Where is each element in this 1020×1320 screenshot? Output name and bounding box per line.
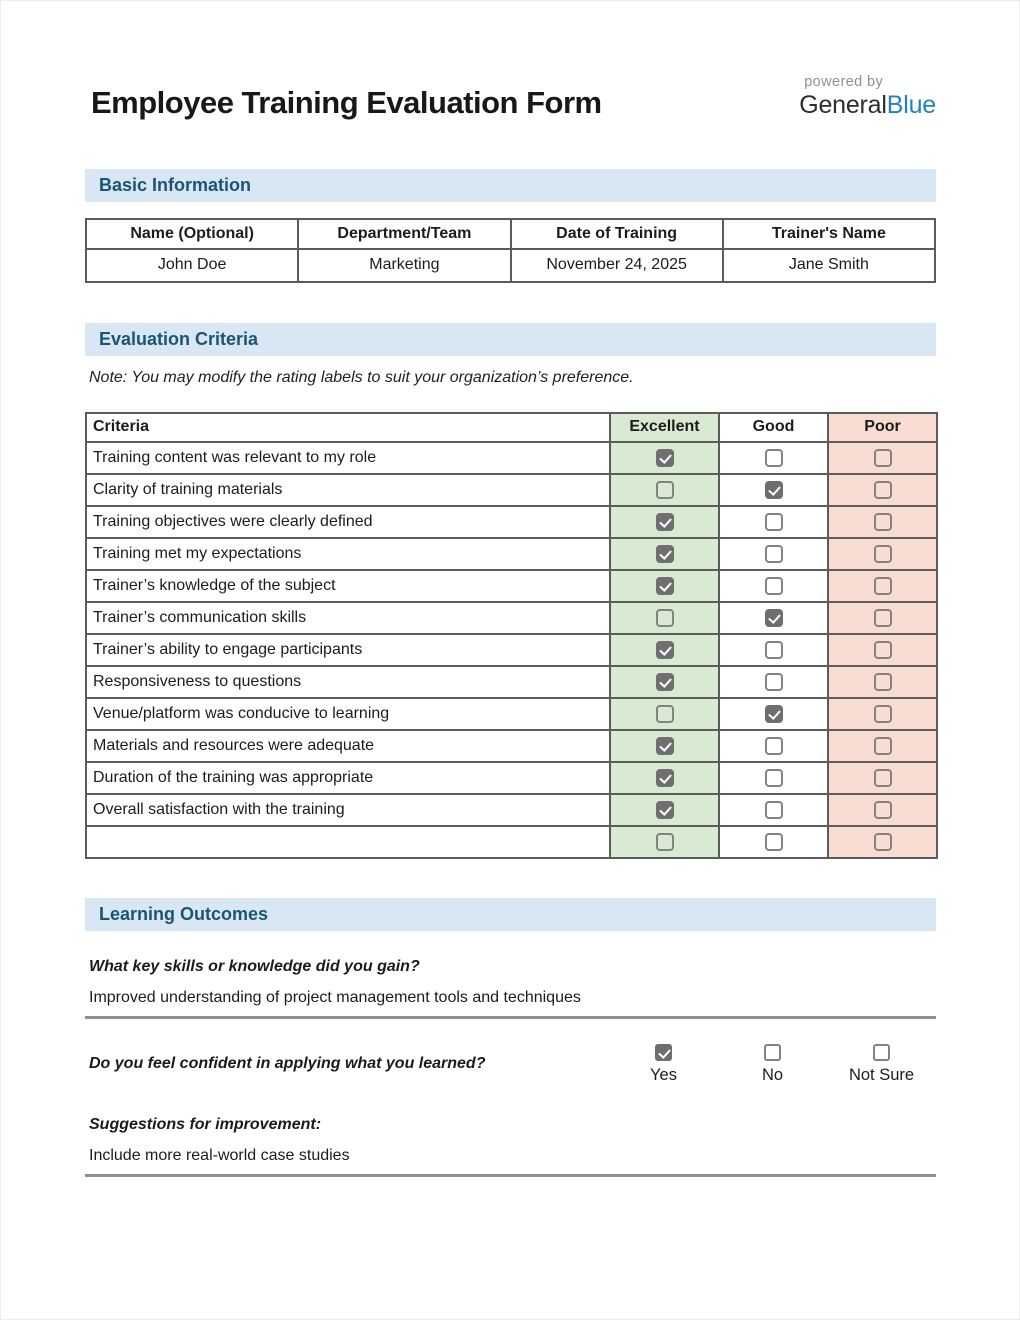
confidence-options: [609, 1044, 936, 1085]
confidence-option-yes: [609, 1044, 718, 1085]
section-header-evaluation-criteria: [85, 323, 936, 356]
excellent-cell: [610, 634, 719, 666]
basic-info-value-date[interactable]: November 24, 2025: [511, 249, 723, 282]
criteria-label: Clarity of training materials: [86, 474, 610, 506]
section-header-learning-outcomes: [85, 898, 936, 931]
evaluation-table-row: [86, 442, 937, 474]
excellent-checkbox[interactable]: [656, 609, 674, 627]
basic-info-value-trainer[interactable]: Jane Smith: [723, 249, 935, 282]
good-checkbox[interactable]: [765, 449, 783, 467]
poor-checkbox[interactable]: [874, 577, 892, 595]
evaluation-table-row: [86, 474, 937, 506]
poor-cell: [828, 826, 937, 858]
good-cell: [719, 570, 828, 602]
basic-info-header-department: Department/Team: [298, 219, 510, 249]
powered-by-label: powered by: [804, 74, 884, 90]
good-checkbox[interactable]: [765, 705, 783, 723]
confidence-option-label-yes: Yes: [650, 1065, 677, 1084]
confidence-checkbox-no[interactable]: [764, 1044, 781, 1061]
excellent-checkbox[interactable]: [656, 481, 674, 499]
excellent-cell: [610, 698, 719, 730]
brand-logo: [799, 74, 936, 119]
good-checkbox[interactable]: [765, 801, 783, 819]
excellent-cell: [610, 538, 719, 570]
poor-checkbox[interactable]: [874, 641, 892, 659]
suggestions-question: Suggestions for improvement:: [89, 1115, 322, 1133]
criteria-label: Venue/platform was conducive to learning: [86, 698, 610, 730]
good-cell: [719, 602, 828, 634]
poor-checkbox[interactable]: [874, 737, 892, 755]
good-checkbox[interactable]: [765, 673, 783, 691]
poor-cell: [828, 602, 937, 634]
excellent-cell: [610, 666, 719, 698]
confidence-question-row: [85, 1044, 936, 1085]
good-checkbox[interactable]: [765, 513, 783, 531]
evaluation-table: [85, 412, 938, 859]
section-header-basic-information: [85, 169, 936, 202]
excellent-cell: [610, 442, 719, 474]
criteria-label: Overall satisfaction with the training: [86, 794, 610, 826]
form-content: [85, 1, 936, 1177]
good-column-header: Good: [719, 413, 828, 442]
good-cell: [719, 442, 828, 474]
page-title: Employee Training Evaluation Form: [91, 85, 602, 120]
good-cell: [719, 666, 828, 698]
poor-checkbox[interactable]: [874, 705, 892, 723]
suggestions-answer[interactable]: Include more real-world case studies: [85, 1147, 936, 1177]
excellent-checkbox[interactable]: [656, 801, 674, 819]
poor-cell: [828, 570, 937, 602]
evaluation-table-row: [86, 730, 937, 762]
learning-outcomes-title: Learning Outcomes: [99, 903, 269, 924]
good-cell: [719, 794, 828, 826]
evaluation-criteria-title: Evaluation Criteria: [99, 328, 259, 349]
good-checkbox[interactable]: [765, 577, 783, 595]
criteria-label: Training content was relevant to my role: [86, 442, 610, 474]
excellent-cell: [610, 762, 719, 794]
good-checkbox[interactable]: [765, 609, 783, 627]
poor-checkbox[interactable]: [874, 801, 892, 819]
poor-checkbox[interactable]: [874, 769, 892, 787]
evaluation-table-row: [86, 762, 937, 794]
excellent-cell: [610, 602, 719, 634]
good-cell: [719, 730, 828, 762]
evaluation-table-row: [86, 634, 937, 666]
evaluation-table-row: [86, 570, 937, 602]
evaluation-table-row: [86, 538, 937, 570]
basic-info-value-name[interactable]: John Doe: [86, 249, 298, 282]
excellent-checkbox[interactable]: [656, 641, 674, 659]
basic-info-header-date: Date of Training: [511, 219, 723, 249]
poor-checkbox[interactable]: [874, 545, 892, 563]
good-cell: [719, 538, 828, 570]
poor-cell: [828, 666, 937, 698]
poor-checkbox[interactable]: [874, 449, 892, 467]
form-header: [85, 74, 936, 123]
poor-checkbox[interactable]: [874, 609, 892, 627]
excellent-checkbox[interactable]: [656, 513, 674, 531]
poor-cell: [828, 474, 937, 506]
excellent-checkbox[interactable]: [656, 673, 674, 691]
excellent-checkbox[interactable]: [656, 449, 674, 467]
poor-checkbox[interactable]: [874, 673, 892, 691]
poor-cell: [828, 698, 937, 730]
criteria-label: Responsiveness to questions: [86, 666, 610, 698]
excellent-cell: [610, 826, 719, 858]
basic-info-value-row: [86, 249, 935, 282]
excellent-checkbox[interactable]: [656, 705, 674, 723]
poor-column-header: Poor: [828, 413, 937, 442]
good-cell: [719, 634, 828, 666]
criteria-label: Training met my expectations: [86, 538, 610, 570]
evaluation-table-row: [86, 602, 937, 634]
evaluation-header-row: [86, 413, 937, 442]
poor-checkbox[interactable]: [874, 833, 892, 851]
basic-info-value-department[interactable]: Marketing: [298, 249, 510, 282]
poor-cell: [828, 634, 937, 666]
rating-labels-note: Note: You may modify the rating labels to suit your organization’s preference.: [89, 368, 634, 386]
excellent-checkbox[interactable]: [656, 737, 674, 755]
poor-checkbox[interactable]: [874, 481, 892, 499]
brand-general-text: General: [799, 90, 887, 119]
poor-cell: [828, 538, 937, 570]
good-cell: [719, 826, 828, 858]
good-checkbox[interactable]: [765, 641, 783, 659]
excellent-cell: [610, 794, 719, 826]
poor-cell: [828, 794, 937, 826]
criteria-label: Trainer’s communication skills: [86, 602, 610, 634]
poor-cell: [828, 730, 937, 762]
criteria-label: Training objectives were clearly defined: [86, 506, 610, 538]
good-checkbox[interactable]: [765, 545, 783, 563]
basic-info-header-name: Name (Optional): [86, 219, 298, 249]
excellent-checkbox[interactable]: [656, 769, 674, 787]
basic-info-header-row: [86, 219, 935, 249]
confidence-option-label-no: No: [761, 1065, 784, 1084]
excellent-cell: [610, 474, 719, 506]
criteria-column-header: Criteria: [86, 413, 610, 442]
poor-cell: [828, 506, 937, 538]
confidence-option-no: [718, 1044, 827, 1085]
basic-info-header-trainer: Trainer's Name: [723, 219, 935, 249]
good-checkbox[interactable]: [765, 737, 783, 755]
excellent-cell: [610, 506, 719, 538]
confidence-option-not-sure: [827, 1044, 936, 1085]
criteria-label: Trainer’s knowledge of the subject: [86, 570, 610, 602]
good-cell: [719, 506, 828, 538]
poor-cell: [828, 442, 937, 474]
confidence-question: Do you feel confident in applying what you learned?: [89, 1055, 486, 1073]
confidence-option-label-not-sure: Not Sure: [848, 1065, 915, 1084]
evaluation-table-row: [86, 666, 937, 698]
excellent-cell: [610, 730, 719, 762]
brand-blue-text: Blue: [886, 90, 936, 119]
criteria-label: Trainer’s ability to engage participants: [86, 634, 610, 666]
good-checkbox[interactable]: [765, 769, 783, 787]
basic-information-title: Basic Information: [99, 174, 252, 195]
confidence-checkbox-yes[interactable]: [655, 1044, 672, 1061]
confidence-checkbox-not-sure[interactable]: [873, 1044, 890, 1061]
evaluation-table-row: [86, 506, 937, 538]
poor-cell: [828, 762, 937, 794]
good-cell: [719, 474, 828, 506]
criteria-label: [86, 826, 610, 858]
skills-answer[interactable]: Improved understanding of project management tools and techniques: [85, 989, 936, 1019]
brand-wordmark: [799, 91, 936, 120]
good-checkbox[interactable]: [765, 481, 783, 499]
poor-checkbox[interactable]: [874, 513, 892, 531]
evaluation-table-row: [86, 698, 937, 730]
good-checkbox[interactable]: [765, 833, 783, 851]
basic-info-table: [85, 218, 936, 283]
evaluation-table-body: [86, 442, 937, 858]
skills-question: What key skills or knowledge did you gain?: [89, 957, 420, 975]
evaluation-table-row: [86, 826, 937, 858]
excellent-checkbox[interactable]: [656, 545, 674, 563]
excellent-checkbox[interactable]: [656, 833, 674, 851]
excellent-checkbox[interactable]: [656, 577, 674, 595]
evaluation-table-row: [86, 794, 937, 826]
excellent-column-header: Excellent: [610, 413, 719, 442]
criteria-label: Materials and resources were adequate: [86, 730, 610, 762]
good-cell: [719, 698, 828, 730]
criteria-label: Duration of the training was appropriate: [86, 762, 610, 794]
excellent-cell: [610, 570, 719, 602]
good-cell: [719, 762, 828, 794]
